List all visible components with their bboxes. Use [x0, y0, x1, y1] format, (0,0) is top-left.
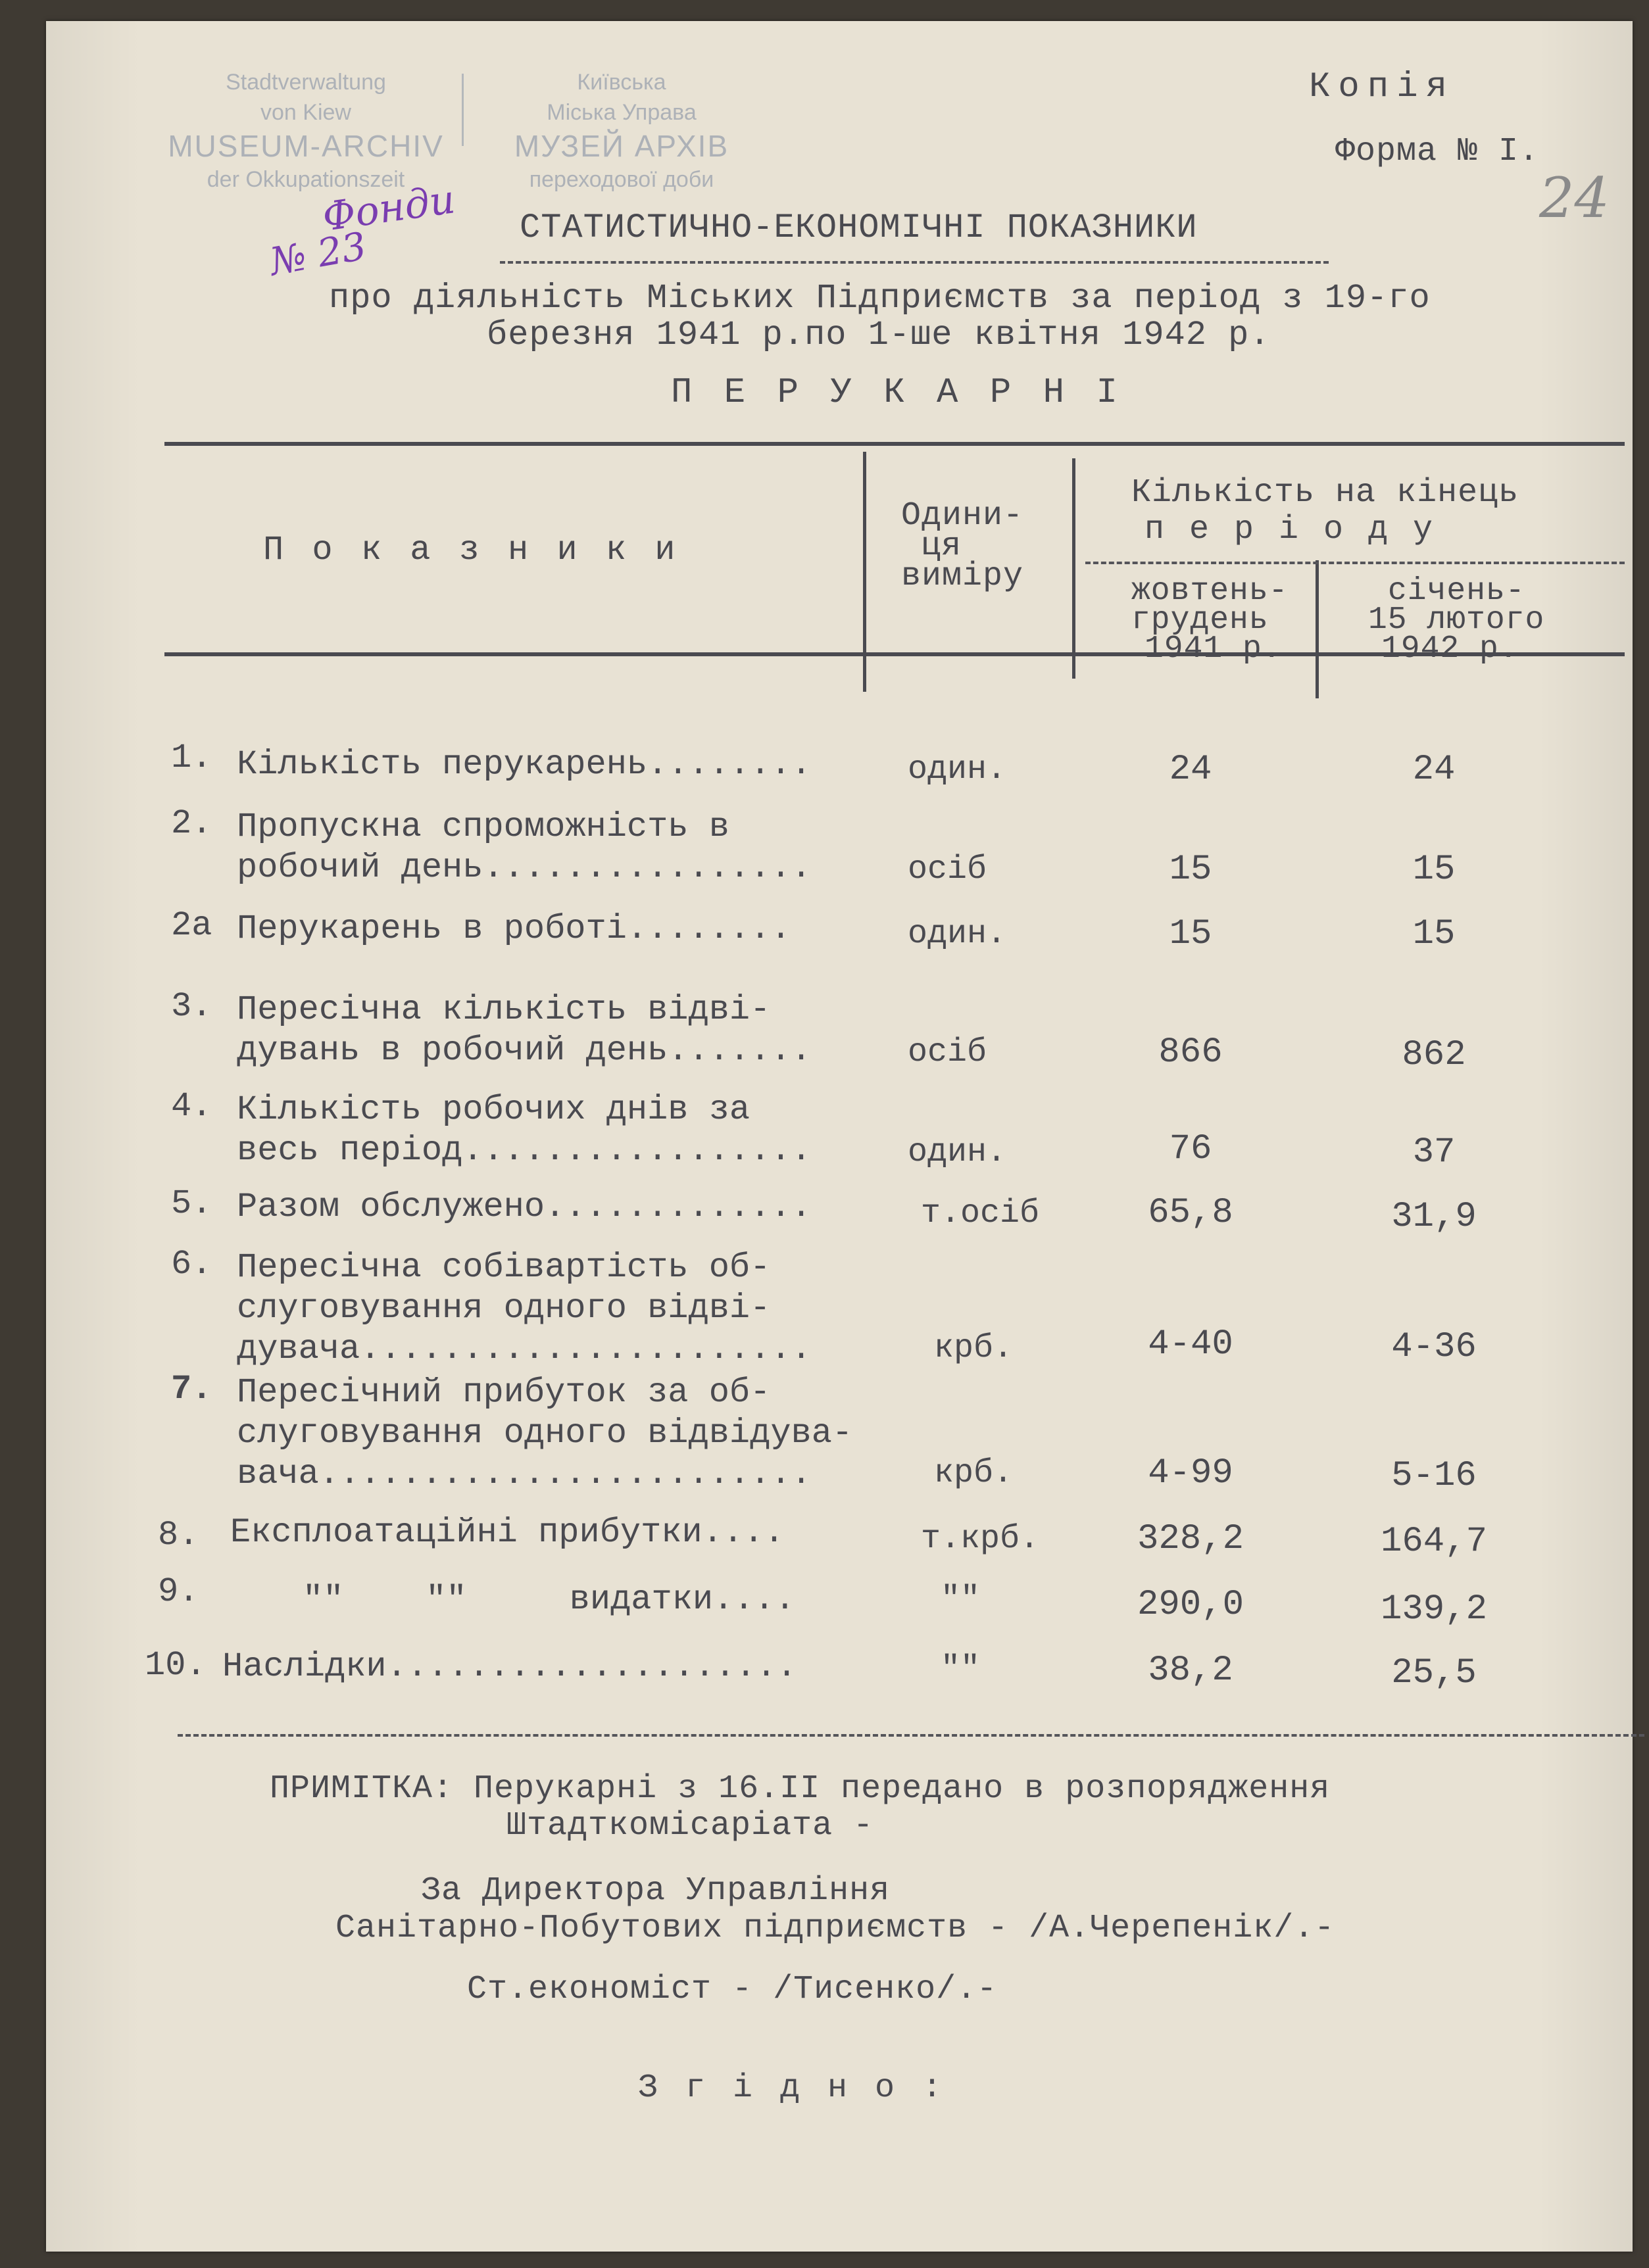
note-line2: Штадткомісаріата -	[506, 1807, 874, 1845]
fond-handwritten: Фонди	[320, 176, 458, 241]
row-label: Перукарень в роботі........	[237, 909, 791, 948]
col-period2-line: 1942 р.	[1381, 631, 1519, 667]
row-value-1942: 139,2	[1380, 1589, 1488, 1629]
row-value-1942: 37	[1412, 1132, 1456, 1172]
row-index: 9.	[158, 1572, 199, 1611]
row-value-1941: 4-99	[1148, 1453, 1233, 1493]
table-bottom-rule	[178, 1734, 1644, 1737]
col-period2-line: 15 лютого	[1368, 602, 1545, 638]
row-index: 10.	[145, 1646, 207, 1685]
col-unit-line: виміру	[901, 558, 1024, 595]
row-index: 4.	[171, 1087, 212, 1126]
row-label: Пропускна спроможність в	[237, 808, 729, 846]
col-period1-line: жовтень-	[1131, 573, 1289, 609]
row-unit: один.	[908, 751, 1007, 788]
table-top-rule	[164, 442, 1625, 446]
row-value-1941: 38,2	[1148, 1651, 1233, 1691]
row-unit: один.	[908, 1134, 1007, 1171]
row-label: Кількість перукарень........	[237, 745, 812, 784]
row-value-1942: 15	[1412, 914, 1456, 954]
row-index: 3.	[171, 987, 212, 1026]
row-value-1941: 24	[1169, 750, 1212, 790]
row-label: Пересічна кількість відві-	[237, 990, 771, 1029]
row-unit: осіб	[908, 851, 987, 888]
title-underline	[500, 261, 1329, 264]
row-index: 5.	[171, 1184, 212, 1223]
col-period1-line: грудень	[1131, 602, 1269, 638]
row-value-1942: 31,9	[1391, 1197, 1477, 1237]
stamp-left-line: MUSEUM-ARCHIV	[168, 129, 444, 163]
row-unit: крб.	[934, 1455, 1014, 1492]
col-qty-line: Кількість на кінець	[1131, 474, 1519, 512]
page-number: 24	[1539, 166, 1610, 230]
stamp-right-line: Міська Управа	[547, 100, 697, 125]
signature-title-line1: За Директора Управління	[421, 1872, 891, 1910]
col-unit-line: Одини-	[901, 497, 1024, 535]
col-divider-1	[863, 452, 866, 692]
row-index: 2.	[171, 804, 212, 843]
row-value-1941: 76	[1169, 1129, 1212, 1169]
row-value-1941: 328,2	[1137, 1519, 1244, 1559]
row-label: Кількість робочих днів за	[237, 1090, 751, 1129]
row-label: вача........................	[237, 1455, 812, 1493]
col-period1-header	[1131, 573, 1289, 667]
col-period1-line: 1941 р.	[1144, 631, 1282, 667]
row-label: дувача......................	[237, 1330, 812, 1368]
row-label: Разом обслужено.............	[237, 1188, 812, 1226]
doc-subtitle-line2: березня 1941 р.по 1-ше квітня 1942 р.	[487, 316, 1271, 354]
col-divider-3	[1316, 560, 1319, 698]
signature-title-line2: Санітарно-Побутових підприємств - /А.Черепенік/.-	[335, 1910, 1335, 1947]
row-label: Наслідки....................	[222, 1647, 797, 1686]
row-value-1942: 164,7	[1380, 1522, 1488, 1562]
qty-subheader-rule	[1085, 562, 1625, 564]
row-unit: т.крб.	[921, 1520, 1040, 1558]
stamp-right-line: Київська	[577, 70, 666, 95]
doc-subtitle-line1: про діяльність Міських Підприємств за період з 19-го	[329, 279, 1431, 318]
row-value-1941: 65,8	[1148, 1193, 1233, 1233]
col-qty-line: п е р і о д у	[1144, 511, 1436, 548]
row-label: слуговування одного відві-	[237, 1289, 771, 1328]
row-value-1941: 15	[1169, 850, 1212, 890]
row-unit: крб.	[934, 1330, 1014, 1367]
fond-number: № 23	[266, 223, 370, 285]
row-unit: ""	[941, 1581, 981, 1618]
row-value-1941: 4-40	[1148, 1324, 1233, 1364]
stamp-left-line: von Kiew	[260, 100, 351, 125]
row-index: 8.	[158, 1516, 199, 1555]
row-value-1942: 862	[1402, 1035, 1466, 1075]
col-period2-line: січень-	[1388, 573, 1525, 609]
row-value-1941: 15	[1169, 914, 1212, 954]
row-index: 2а	[171, 906, 212, 945]
col-qty-header	[1131, 475, 1519, 548]
row-value-1942: 25,5	[1391, 1653, 1477, 1693]
row-value-1942: 4-36	[1391, 1327, 1477, 1367]
col-indicators-header: П о к а з н и к и	[263, 531, 679, 569]
stamp-right-line: переходової доби	[529, 167, 714, 192]
stamp-left-block	[151, 67, 460, 195]
col-divider-2	[1072, 458, 1075, 679]
row-label: дувань в робочий день.......	[237, 1031, 812, 1070]
row-label: Пересічна собівартість об-	[237, 1248, 771, 1287]
form-number: Форма № І.	[1335, 133, 1540, 170]
col-period2-header	[1368, 573, 1545, 667]
row-label: робочий день................	[237, 848, 812, 887]
agreed-label: З г і д н о :	[638, 2069, 947, 2107]
row-value-1942: 24	[1412, 750, 1456, 790]
stamp-right-line: МУЗЕЙ АРХІВ	[514, 129, 729, 163]
row-label: "" "" видатки....	[303, 1580, 795, 1619]
row-unit: т.осіб	[921, 1195, 1040, 1232]
stamp-divider	[462, 74, 464, 146]
row-index: 1.	[171, 738, 212, 777]
archive-stamp	[151, 67, 783, 199]
copy-label: Копія	[1309, 67, 1456, 107]
row-label: слуговування одного відвідува-	[237, 1414, 853, 1453]
row-value-1941: 290,0	[1137, 1585, 1244, 1625]
row-index: 7.	[171, 1370, 212, 1409]
document-page	[46, 21, 1633, 2252]
note-line1: ПРИМІТКА: Перукарні з 16.ІІ передано в розпорядження	[270, 1770, 1331, 1808]
section-title: П Е Р У К А Р Н І	[671, 373, 1123, 413]
row-label: весь період.................	[237, 1131, 812, 1170]
row-index: 6.	[171, 1245, 212, 1284]
row-value-1942: 15	[1412, 850, 1456, 890]
col-unit-line: ця	[921, 527, 962, 565]
row-unit: один.	[908, 915, 1007, 953]
row-label: Експлоатаційні прибутки....	[230, 1513, 785, 1552]
row-label: Пересічний прибуток за об-	[237, 1373, 771, 1412]
doc-title: СТАТИСТИЧНО-ЕКОНОМІЧНІ ПОКАЗНИКИ	[520, 208, 1198, 247]
row-value-1941: 866	[1158, 1032, 1223, 1073]
stamp-left-line: der Okkupationszeit	[207, 167, 405, 192]
stamp-left-line: Stadtverwaltung	[226, 70, 386, 95]
stamp-right-block	[467, 67, 776, 195]
row-unit: ""	[941, 1651, 981, 1688]
economist-signature: Ст.економіст - /Тисенко/.-	[467, 1971, 998, 2008]
row-unit: осіб	[908, 1034, 987, 1071]
col-unit-header	[901, 497, 1024, 595]
row-value-1942: 5-16	[1391, 1456, 1477, 1496]
